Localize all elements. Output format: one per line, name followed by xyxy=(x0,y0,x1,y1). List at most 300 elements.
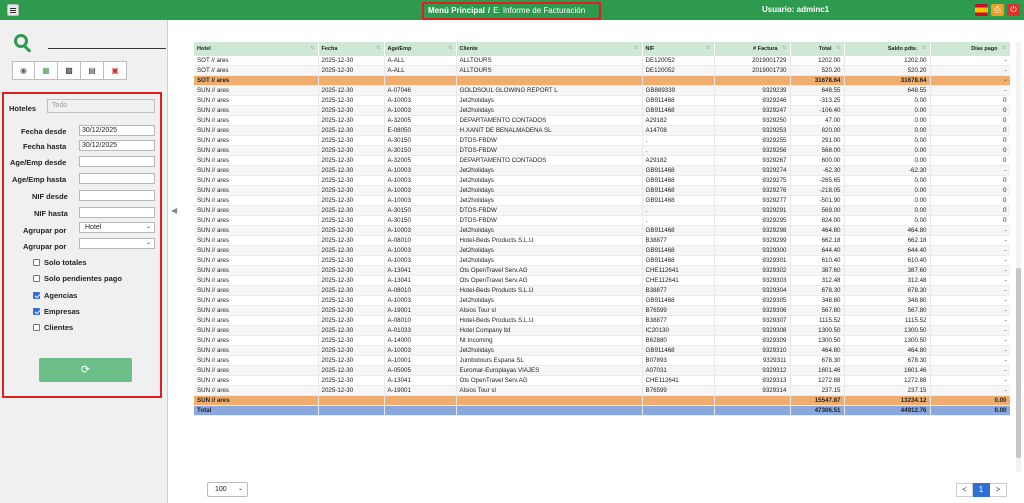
table-cell: 9329314 xyxy=(714,386,790,396)
table-cell: 9329299 xyxy=(714,236,790,246)
table-cell: 0.00 xyxy=(930,406,1010,416)
table-cell: 2025-12-30 xyxy=(318,306,384,316)
column-header-label: Hotel xyxy=(197,46,211,52)
table-row[interactable] xyxy=(194,376,1010,386)
table-cell xyxy=(714,396,790,406)
agrupar-por-select[interactable] xyxy=(79,222,155,233)
column-header[interactable] xyxy=(790,42,844,56)
total-row[interactable] xyxy=(194,406,1010,416)
table-cell: A-30150 xyxy=(384,216,456,226)
table-cell: Jet2holidays xyxy=(456,256,642,266)
subtotal-row[interactable] xyxy=(194,76,1010,86)
table-row[interactable] xyxy=(194,286,1010,296)
checkbox-checked[interactable] xyxy=(33,308,40,315)
sort-icon[interactable]: ⇅ xyxy=(782,45,787,51)
column-header[interactable] xyxy=(930,42,1010,56)
table-cell: SUN // ares xyxy=(194,266,318,276)
empresas-checkbox[interactable] xyxy=(33,307,80,316)
eye-icon[interactable]: ◉ xyxy=(12,61,35,80)
table-cell: -218.05 xyxy=(790,186,844,196)
table-cell: 0.00 xyxy=(844,116,930,126)
table-cell: ALLTOURS xyxy=(456,56,642,66)
chevron-down-icon: ⌄ xyxy=(237,486,243,492)
table-row[interactable] xyxy=(194,56,1010,66)
hoteles-label: Hoteles xyxy=(9,104,37,113)
table-cell: SUN // ares xyxy=(194,186,318,196)
table-cell: 2025-12-30 xyxy=(318,116,384,126)
table-cell: 464.80 xyxy=(844,226,930,236)
table-row[interactable] xyxy=(194,226,1010,236)
scrollbar-thumb[interactable] xyxy=(1016,268,1021,458)
table-cell: SUN // ares xyxy=(194,216,318,226)
table-cell: - xyxy=(930,346,1010,356)
table-cell: 9329256 xyxy=(714,146,790,156)
table-cell: 1272.88 xyxy=(844,376,930,386)
table-cell: DEPARTAMENTO CONTADOS xyxy=(456,156,642,166)
page-size-value: 100 xyxy=(215,486,227,493)
table-cell: 0.00 xyxy=(930,396,1010,406)
table-cell: 678.30 xyxy=(844,286,930,296)
table-cell: 0.00 xyxy=(844,216,930,226)
checkbox-box[interactable] xyxy=(33,275,40,282)
table-cell: Ots OpenTravel Serv.AG xyxy=(456,276,642,286)
table-cell: - xyxy=(930,266,1010,276)
checkbox-box[interactable] xyxy=(33,259,40,266)
column-header[interactable] xyxy=(318,42,384,56)
table-cell: 1300.50 xyxy=(790,336,844,346)
table-cell: ALLTOURS xyxy=(456,66,642,76)
table-cell: 0.00 xyxy=(844,126,930,136)
table-cell: A-10003 xyxy=(384,196,456,206)
prev-page-button[interactable]: < xyxy=(956,483,973,497)
table-row[interactable] xyxy=(194,196,1010,206)
table-cell: - xyxy=(930,66,1010,76)
table-cell: SOT // ares xyxy=(194,76,318,86)
table-row[interactable] xyxy=(194,356,1010,366)
table-cell: 2025-12-30 xyxy=(318,386,384,396)
table-cell: 0 xyxy=(930,116,1010,126)
print-icon[interactable]: ⎙ xyxy=(991,4,1004,16)
table-cell: -265.65 xyxy=(790,176,844,186)
table-cell: 2019001730 xyxy=(714,66,790,76)
table-cell: 0.00 xyxy=(844,136,930,146)
table-cell: . xyxy=(642,136,714,146)
table-cell: 9329309 xyxy=(714,336,790,346)
table-cell: 0.00 xyxy=(844,196,930,206)
column-header[interactable] xyxy=(456,42,642,56)
table-cell: SUN // ares xyxy=(194,326,318,336)
table-cell: 387.60 xyxy=(790,266,844,276)
table-row[interactable] xyxy=(194,136,1010,146)
sort-icon[interactable]: ⇅ xyxy=(922,45,927,51)
table-cell: GB911468 xyxy=(642,106,714,116)
spain-flag-icon[interactable] xyxy=(975,4,988,16)
table-cell: 824.00 xyxy=(790,216,844,226)
table-cell: 2025-12-30 xyxy=(318,316,384,326)
table-cell: SUN // ares xyxy=(194,106,318,116)
table-cell: A-10003 xyxy=(384,246,456,256)
ageemp-hasta-field[interactable] xyxy=(79,173,155,184)
table-cell xyxy=(384,76,456,86)
table-cell: 464.80 xyxy=(790,226,844,236)
table-cell: 2025-12-30 xyxy=(318,326,384,336)
solo-pendientes-checkbox[interactable] xyxy=(33,274,122,283)
table-row[interactable] xyxy=(194,246,1010,256)
table-cell: 0.00 xyxy=(844,206,930,216)
table-cell: SUN // ares xyxy=(194,286,318,296)
sort-icon[interactable]: ⇅ xyxy=(1002,45,1007,51)
breadcrumb-home-link[interactable]: Menú Principal xyxy=(428,6,485,15)
table-cell: Hotel-Beds Products S.L.U xyxy=(456,236,642,246)
table-cell: SUN // ares xyxy=(194,116,318,126)
table-cell: 610.40 xyxy=(790,256,844,266)
table-cell: 644.40 xyxy=(844,246,930,256)
table-cell: - xyxy=(930,306,1010,316)
nif-hasta-field[interactable] xyxy=(79,207,155,218)
checkbox-box[interactable] xyxy=(33,324,40,331)
table-cell: 9329298 xyxy=(714,226,790,236)
table-row[interactable] xyxy=(194,326,1010,336)
nif-desde-field[interactable] xyxy=(79,190,155,201)
table-row[interactable] xyxy=(194,206,1010,216)
table-cell: -313.25 xyxy=(790,96,844,106)
table-cell: 9329311 xyxy=(714,356,790,366)
solo-totales-checkbox[interactable] xyxy=(33,258,87,267)
table-cell: A-10003 xyxy=(384,166,456,176)
table-cell: - xyxy=(930,326,1010,336)
nif-hasta-label: NIF hasta xyxy=(34,209,68,218)
table-cell: SOT // ares xyxy=(194,66,318,76)
table-cell: 0 xyxy=(930,106,1010,116)
table-cell: GB911468 xyxy=(642,226,714,236)
table-cell: CHE112641 xyxy=(642,376,714,386)
table-cell: SUN // ares xyxy=(194,86,318,96)
table-row[interactable] xyxy=(194,96,1010,106)
printer-icon[interactable]: ▩ xyxy=(58,61,81,80)
subtotal-row[interactable] xyxy=(194,396,1010,406)
clientes-label: Clientes xyxy=(44,323,74,332)
table-cell: 520.20 xyxy=(790,66,844,76)
table-cell: 47306.51 xyxy=(790,406,844,416)
table-cell: A-10003 xyxy=(384,96,456,106)
search-icon[interactable] xyxy=(14,34,32,52)
table-cell: A-08010 xyxy=(384,236,456,246)
table-cell: B62880 xyxy=(642,336,714,346)
table-cell: A-32005 xyxy=(384,156,456,166)
table-cell: 312.48 xyxy=(790,276,844,286)
ageemp-hasta-label: Age/Emp hasta xyxy=(12,175,67,184)
table-cell: A29182 xyxy=(642,156,714,166)
table-cell: Jet2holidays xyxy=(456,166,642,176)
table-cell: GB911468 xyxy=(642,196,714,206)
checkbox-checked[interactable] xyxy=(33,292,40,299)
agencias-checkbox[interactable] xyxy=(33,291,77,300)
table-cell: 9329301 xyxy=(714,256,790,266)
fecha-hasta-field[interactable]: 30/12/2025 xyxy=(79,140,155,151)
table-cell: 9329276 xyxy=(714,186,790,196)
sort-icon[interactable]: ⇅ xyxy=(376,45,381,51)
table-cell: 644.40 xyxy=(790,246,844,256)
table-cell: E-08050 xyxy=(384,126,456,136)
table-cell: GB911468 xyxy=(642,176,714,186)
agrupar-por-2-label: Agrupar por xyxy=(23,242,67,251)
table-cell: GB911468 xyxy=(642,186,714,196)
table-cell: - xyxy=(930,296,1010,306)
table-cell: - xyxy=(930,276,1010,286)
table-cell: 2025-12-30 xyxy=(318,126,384,136)
table-row[interactable] xyxy=(194,166,1010,176)
table-cell: A-10003 xyxy=(384,296,456,306)
table-cell: SUN // ares xyxy=(194,346,318,356)
agencias-label: Agencias xyxy=(44,291,78,300)
table-cell: 9329305 xyxy=(714,296,790,306)
table-cell: 2025-12-30 xyxy=(318,206,384,216)
table-cell: 2025-12-30 xyxy=(318,256,384,266)
table-cell: 0.00 xyxy=(844,96,930,106)
sort-icon[interactable]: ⇅ xyxy=(310,45,315,51)
table-row[interactable] xyxy=(194,216,1010,226)
table-cell: 0 xyxy=(930,176,1010,186)
table-row[interactable] xyxy=(194,276,1010,286)
table-cell: DTOS-FBDW xyxy=(456,146,642,156)
table-row[interactable] xyxy=(194,106,1010,116)
table-row[interactable] xyxy=(194,336,1010,346)
table-cell: 237.15 xyxy=(844,386,930,396)
table-cell: DE120052 xyxy=(642,66,714,76)
table-cell: A-10003 xyxy=(384,176,456,186)
table-cell: 348.80 xyxy=(844,296,930,306)
sort-icon[interactable]: ⇅ xyxy=(448,45,453,51)
page-size-select[interactable] xyxy=(207,482,248,497)
table-cell: A-32005 xyxy=(384,116,456,126)
table-cell: 648.55 xyxy=(790,86,844,96)
table-cell xyxy=(384,396,456,406)
table-cell: Jet2holidays xyxy=(456,346,642,356)
table-cell: A-19001 xyxy=(384,306,456,316)
ageemp-desde-field[interactable] xyxy=(79,156,155,167)
table-cell: 9329295 xyxy=(714,216,790,226)
table-cell: - xyxy=(930,256,1010,266)
table-cell: 9329312 xyxy=(714,366,790,376)
column-header-label: Saldo pdte. xyxy=(887,46,918,52)
pagination xyxy=(956,483,1007,497)
sort-icon[interactable]: ⇅ xyxy=(634,45,639,51)
table-cell: 47.00 xyxy=(790,116,844,126)
table-cell: CHE112641 xyxy=(642,266,714,276)
table-cell: - xyxy=(930,286,1010,296)
table-row[interactable] xyxy=(194,116,1010,126)
table-cell: 2025-12-30 xyxy=(318,176,384,186)
fecha-desde-field[interactable]: 30/12/2025 xyxy=(79,125,155,136)
top-bar xyxy=(0,0,1024,20)
table-cell xyxy=(456,76,642,86)
table-cell: Jet2holidays xyxy=(456,96,642,106)
empresas-label: Empresas xyxy=(44,307,80,316)
table-cell: 1272.88 xyxy=(790,376,844,386)
table-cell xyxy=(642,396,714,406)
pdf-print-icon[interactable]: ▣ xyxy=(104,61,127,80)
table-cell xyxy=(714,76,790,86)
hoteles-field[interactable]: Todo xyxy=(47,99,155,113)
column-header[interactable] xyxy=(844,42,930,56)
table-cell: 0.00 xyxy=(844,176,930,186)
clientes-checkbox[interactable] xyxy=(33,323,73,332)
table-cell: -62.30 xyxy=(790,166,844,176)
column-header[interactable] xyxy=(642,42,714,56)
table-cell: -62.30 xyxy=(844,166,930,176)
agrupar-por-2-select[interactable] xyxy=(79,238,155,249)
table-cell: -106.40 xyxy=(790,106,844,116)
chevron-down-icon: ⌄ xyxy=(145,240,151,246)
table-cell: 1601.46 xyxy=(844,366,930,376)
table-row[interactable] xyxy=(194,126,1010,136)
column-header-label: Días pago xyxy=(971,46,998,52)
table-cell: 648.55 xyxy=(844,86,930,96)
table-row[interactable] xyxy=(194,266,1010,276)
table-row[interactable] xyxy=(194,316,1010,326)
next-page-button[interactable]: > xyxy=(990,483,1007,497)
table-row[interactable] xyxy=(194,66,1010,76)
table-cell: A-13041 xyxy=(384,276,456,286)
table-cell: SUN // ares xyxy=(194,386,318,396)
column-header[interactable] xyxy=(194,42,318,56)
table-row[interactable] xyxy=(194,236,1010,246)
table-cell: - xyxy=(930,246,1010,256)
search-row xyxy=(14,34,154,58)
table-cell: 2025-12-30 xyxy=(318,86,384,96)
table-cell: A-30150 xyxy=(384,146,456,156)
table-row[interactable] xyxy=(194,156,1010,166)
table-row[interactable] xyxy=(194,296,1010,306)
table-cell: Jet2holidays xyxy=(456,296,642,306)
sort-icon[interactable]: ⇅ xyxy=(706,45,711,51)
table-row[interactable] xyxy=(194,186,1010,196)
table-cell: A-08010 xyxy=(384,316,456,326)
table-cell: Jet2holidays xyxy=(456,176,642,186)
table-cell xyxy=(318,396,384,406)
table-cell: B38877 xyxy=(642,316,714,326)
table-cell: 567.80 xyxy=(790,306,844,316)
table-row[interactable] xyxy=(194,86,1010,96)
table-row[interactable] xyxy=(194,346,1010,356)
hamburger-menu-button[interactable] xyxy=(7,4,19,16)
table-cell: 2025-12-30 xyxy=(318,336,384,346)
table-cell xyxy=(642,406,714,416)
table-cell: GB911468 xyxy=(642,166,714,176)
table-cell: SUN // ares xyxy=(194,296,318,306)
table-cell: 9329267 xyxy=(714,156,790,166)
table-cell: 0.00 xyxy=(844,106,930,116)
table-cell: B38877 xyxy=(642,236,714,246)
page-1-button[interactable]: 1 xyxy=(973,483,990,497)
table-cell: Hotel-Beds Products S.L.U xyxy=(456,316,642,326)
table-cell: 568.00 xyxy=(790,146,844,156)
table-cell: 2025-12-30 xyxy=(318,136,384,146)
table-cell: SUN // ares xyxy=(194,256,318,266)
table-cell: 600.00 xyxy=(790,156,844,166)
collapse-sidebar-icon[interactable]: ◀ xyxy=(171,206,178,215)
search-input[interactable] xyxy=(48,48,166,49)
table-cell: GB911468 xyxy=(642,296,714,306)
table-cell: 2025-12-30 xyxy=(318,156,384,166)
table-cell: 2025-12-30 xyxy=(318,246,384,256)
table-cell: A-30150 xyxy=(384,136,456,146)
table-cell: 1115.52 xyxy=(844,316,930,326)
table-row[interactable] xyxy=(194,146,1010,156)
column-header[interactable] xyxy=(714,42,790,56)
table-cell: SUN // ares xyxy=(194,356,318,366)
table-cell: 678.30 xyxy=(790,356,844,366)
sort-icon[interactable]: ⇅ xyxy=(836,45,841,51)
table-cell: GB911468 xyxy=(642,246,714,256)
table-cell: 9329253 xyxy=(714,126,790,136)
ageemp-desde-label: Age/Emp desde xyxy=(10,158,67,167)
table-cell: 2025-12-30 xyxy=(318,196,384,206)
table-cell: SUN // ares xyxy=(194,96,318,106)
solo-totales-label: Solo totales xyxy=(44,258,87,267)
table-cell: 9329310 xyxy=(714,346,790,356)
table-cell: 2025-12-30 xyxy=(318,56,384,66)
table-cell: SUN // ares xyxy=(194,316,318,326)
fecha-hasta-label: Fecha hasta xyxy=(23,142,67,151)
table-cell: 9329247 xyxy=(714,106,790,116)
solo-pendientes-label: Solo pendientes pago xyxy=(44,274,122,283)
table-cell xyxy=(456,406,642,416)
table-cell: 2025-12-30 xyxy=(318,356,384,366)
table-cell: 9329304 xyxy=(714,286,790,296)
table-row[interactable] xyxy=(194,386,1010,396)
nif-desde-label: NIF desde xyxy=(32,192,68,201)
table-row[interactable] xyxy=(194,366,1010,376)
table-cell: B07893 xyxy=(642,356,714,366)
table-cell: . xyxy=(642,146,714,156)
table-cell xyxy=(456,396,642,406)
table-cell: A-10003 xyxy=(384,226,456,236)
power-icon[interactable]: ⏻ xyxy=(1007,4,1020,16)
table-cell: 0 xyxy=(930,186,1010,196)
table-row[interactable] xyxy=(194,176,1010,186)
column-header[interactable] xyxy=(384,42,456,56)
table-cell: Alsios Tour sl xyxy=(456,386,642,396)
excel-icon[interactable]: ▦ xyxy=(35,61,58,80)
table-cell: 2025-12-30 xyxy=(318,376,384,386)
table-cell: GOLDSOUL GLOWING REPORT L xyxy=(456,86,642,96)
table-cell: 520.20 xyxy=(844,66,930,76)
table-cell: - xyxy=(930,336,1010,346)
table-cell: DTOS-FBDW xyxy=(456,136,642,146)
table-cell: 348.80 xyxy=(790,296,844,306)
table-row[interactable] xyxy=(194,256,1010,266)
table-row[interactable] xyxy=(194,306,1010,316)
table-cell: 0 xyxy=(930,196,1010,206)
table-cell: GB911468 xyxy=(642,256,714,266)
table-cell: SUN // ares xyxy=(194,396,318,406)
table-cell: Total xyxy=(194,406,318,416)
table-cell xyxy=(384,406,456,416)
printer-alt-icon[interactable]: ▤ xyxy=(81,61,104,80)
table-cell: SUN // ares xyxy=(194,276,318,286)
table-cell: Jet2holidays xyxy=(456,196,642,206)
table-cell: A-30150 xyxy=(384,206,456,216)
table-cell: Euromar-Europlayas VIAJES xyxy=(456,366,642,376)
table-cell: 464.80 xyxy=(844,346,930,356)
table-cell: A-13041 xyxy=(384,376,456,386)
table-cell xyxy=(714,406,790,416)
refresh-button[interactable] xyxy=(39,358,132,382)
table-cell: DE120052 xyxy=(642,56,714,66)
table-cell: 1202.00 xyxy=(790,56,844,66)
table-cell: 1202.00 xyxy=(844,56,930,66)
